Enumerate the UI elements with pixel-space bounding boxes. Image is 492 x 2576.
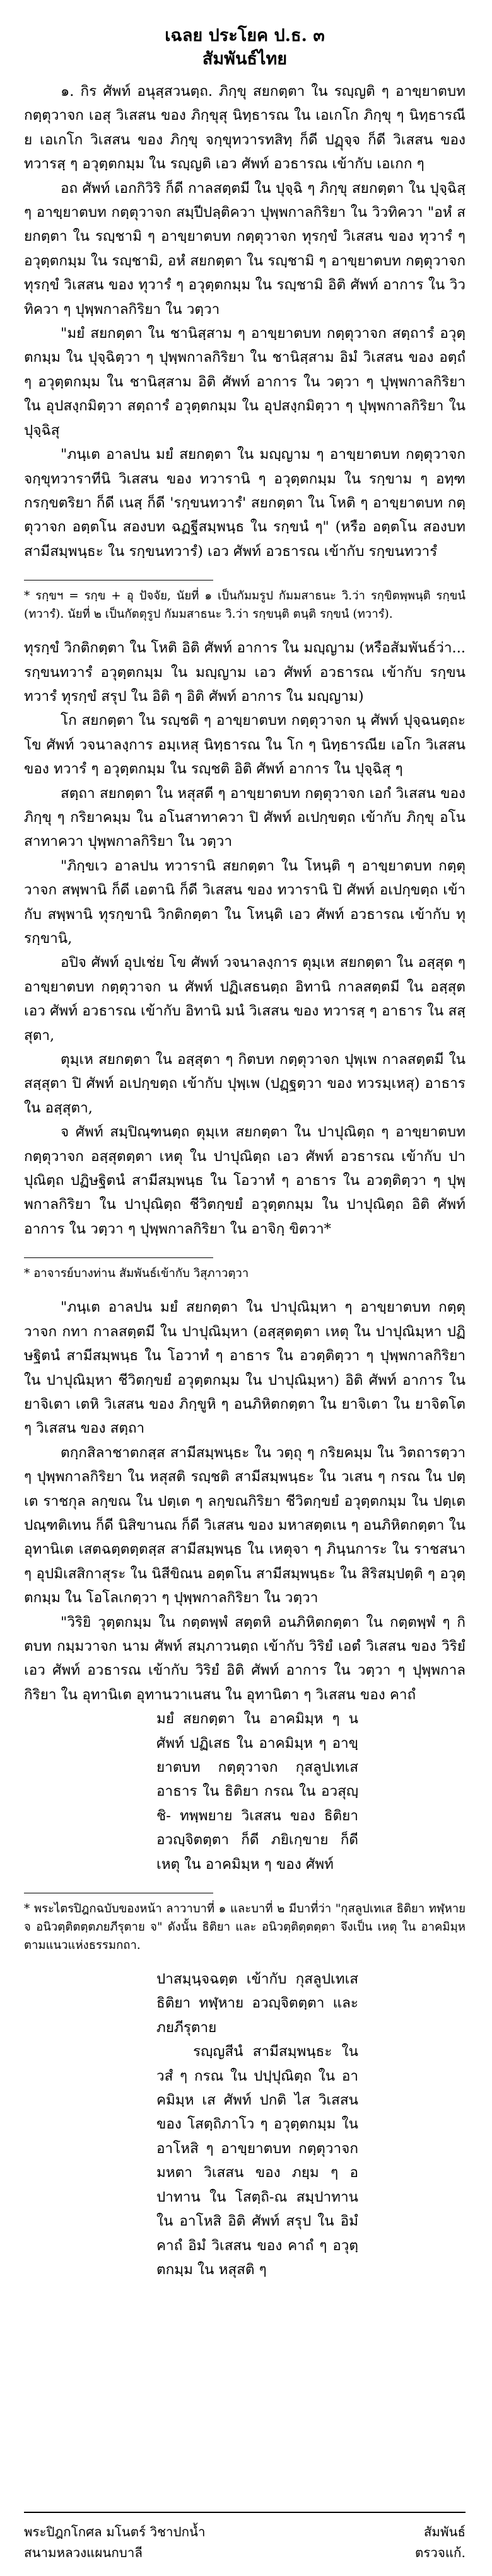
paragraph: อถ ศัพท์ เอกกิวิริ ก็ดี กาลสตฺตมี ใน ปุจฺฉิ ๆ ภิกฺขุ สยกตฺตา ใน ปุจฺฉิสฺ ๆ อาขฺยาตบท กตฺตุวาจก สมฺปีปลฺติควา ปุพฺพกาลกิริยา ใน วิวทิควา "อหํ สยกตฺตา ใน รญฺชามิ ๆ อาขฺยาตบท กตฺตุวาจก ทุรกฺขํ วิเสสน ของ ทุวารํ ๆ อวุตฺตกมฺม ใน รญฺชามิ, อหํ สยกตฺตา ใน รญฺชามิ ๆ อาขฺยาตบท กตฺตุวาจก ทุรกฺขํ วิเสสน ของ ทุวารํ ๆ อวุตฺตกมฺม ใน รญฺชามิ อิติ ศัพท์ อาการ ใน วิวทิควา ๆ ปุพฺพกาลกิริยา ใน วตฺวา: [24, 180, 466, 318]
verse-paragraph: ปาสมฺนฺจฉตฺต เข้ากับ กุสลูปเทเส ธิติยา ทฬฺหาย อวญฺจิตตฺตา และ ภยภีรุตาย: [156, 1971, 358, 2036]
footer-section-label: สัมพันธ์: [423, 2524, 466, 2539]
footnote: * อาจารย์บางท่าน สัมพันธ์เข้ากับ วิสุภาวตฺวา: [24, 1267, 249, 1281]
paragraph: ทุรกฺขํ วิกติกตฺตา ใน โหติ อิติ ศัพท์ อาการ ใน มญฺญาม (หรือสัมพันธ์ว่า... รกฺขนทวารํ อวุตฺตกมฺม ใน มญฺญาม เอว ศัพท์ อวธารณ เข้ากับ รกฺขนทวารํ ทุรกฺขํ สรุป ใน อิติ ๆ อิติ ศัพท์ อาการ ใน มญฺญาม): [24, 640, 466, 705]
paragraph: "มยํ สยกตฺตา ใน ชานิสฺสาม ๆ อาขฺยาตบท กตฺตุวาจก สตฺถารํ อวุตฺตกมฺม ใน ปุจฺฉิตฺวา ๆ ปุพฺพกาลกิริยา ใน ชานิสฺสาม อิมํ วิเสสน ของ อตฺถํ ๆ อวุตฺตกมฺม ใน ชานิสฺสาม อิติ ศัพท์ อาการ ใน วตฺวา ๆ ปุพฺพกาลกิริยา ใน อุปสงฺกมิตฺวา สตฺถารํ อวุตฺตกมฺม ใน อุปสงฺกมิตฺวา ๆ ปุพฺพกาลกิริยา ใน ปุจฺฉิสุ: [24, 325, 466, 439]
footer-reviewer: ตรวจแก้.: [415, 2545, 466, 2560]
paragraph: ๑. กิร ศัพท์ อนุสฺสวนตฺถ. ภิกฺขุ สยกตฺตา ใน รญฺญติ ๆ อาขฺยาตบท กตฺตุวาจก เอสุ วิเสสน ของ ภิกฺขุสุ นิทฺธารณ ใน เอเกโก ภิกฺขุ ๆ นิทฺธารณีย เอเกโก วิเสสน ของ ภิกฺขุ จกฺขุทวารทสิทฺ ก็ดี ปฏุจฺจ ก็ดี วิเสสน ของ ทวารสฺ ๆ อวุตฺตกมฺม ใน รญฺญติ เอว ศัพท์ อวธารณ เข้ากับ เอเกก ๆ: [24, 83, 466, 173]
body-section-2: [24, 636, 466, 1241]
paragraph: "วิริยิ วุตฺตกมฺม ใน กตฺตพฺพํ สตฺตหิ อนภิหิตกตฺตา ใน กตฺตพฺพํ ๆ กิตบท กมฺมวาจก นาม ศัพท์ สมฺภาวนตฺถ เข้ากับ วิริยํ เอตํ วิเสสน ของ วิริยํ เอว ศัพท์ อวธารณ เข้ากับ วิริยํ อิติ ศัพท์ อาการ ใน วตฺวา ๆ ปุพฺพกาลกิริยา ใน อุทานิเต อุทานวาเนสน ใน อุทานิตา ๆ วิเสสน ของ คาถํ: [24, 1614, 466, 1703]
verse-paragraph: รญฺญสีนํ สามีสมฺพนฺธะ ใน วสํ ๆ กรณ ใน ปปฺปุณิตฺถ ใน อาคมิมฺห เส ศัพท์ ปกติ ไส วิเสสน ของ โสตฺถิภาโว ๆ อวุตฺตกมฺม ใน อาโหสิ ๆ อาขฺยาตบท กตฺตุวาจก มหตา วิเสสน ของ ภยฺม ๆ อปาทาน ใน โสตฺถิ-ณ สมฺปาทาน ใน อาโหสิ อิติ ศัพท์ สรุป ใน อิมํ คาถํ อิมํ วิเสสน ของ คาถํ ๆ อวุตฺตกมฺม ใน หสุสติ ๆ: [156, 2043, 358, 2278]
paragraph: "ภนฺเต อาลปน มยํ สยกตฺตา ใน มญฺญาม ๆ อาขฺยาตบท กตฺตุวาจก จกฺขุทวาราทีนิ วิเสสน ของ ทวารานิ ๆ อวุตฺตกมฺม ใน รกฺขาม ๆ อทฺฑกรกฺขตริยา ก็ดี เนสฺ ก็ดี 'รกฺขนทวารํ' สยกตฺตา ใน โหติ ๆ อาขฺยาตบท กตฺตุวาจก อตฺตโน สองบท ฉฏฐีสมฺพนฺธ ใน รกฺขนํ ๆ" (หรือ อตฺตโน สองบท สามีสมฺพนฺธะ ใน รกฺขนทวารํ) เอว ศัพท์ อวธารณ เข้ากับ รกฺขนทวารํ: [24, 446, 466, 560]
paragraph: "ภนฺเต อาลปน มยํ สยกตฺตา ใน ปาปุณิมฺหา ๆ อาขฺยาตบท กตฺตุวาจก กทา กาลสตฺตมี ใน ปาปุณิมฺหา (อสฺสุตตฺตา เหตุ ใน ปาปุณิมฺหา ปฏิษฐิตนํ สามีสมฺพนฺธ ใน โอวาทํ ๆ อาธาร ใน อวตฺติตฺวา ๆ ปุพฺพกาลกิริยา ใน ปาปุณิมฺหา ชีวิตกฺขยํ อวุตฺตกมฺม ใน ปาปุณิมฺหา) อิติ ศัพท์ อาการ ใน ยาจิเตา เตหิ วิเสสน ของ ภิกฺขูหิ ๆ อนภิหิตกตฺตา ใน ยาจิเตา ใน ยาจิตโต ๆ วิเสสน ของ สตฺถา: [24, 1299, 466, 1437]
page-title: เฉลย ประโยค ป.ธ. ๓: [165, 26, 325, 45]
paragraph: สตฺถา สยกตฺตา ใน หสุสตี ๆ อาขฺยาตบท กตฺตุวาจก เอกํ วิเสสน ของ ภิกฺขุ ๆ กริยาคมฺม ใน อโนสาทาควา ปิ ศัพท์ อเปกฺขตฺถ เข้ากับ ภิกฺขุ อโนสาทาควา ปุพฺพกาลกิริยา ใน วตฺวา: [24, 785, 466, 850]
verse-block-2: [156, 1967, 358, 2282]
footnote-divider: [24, 1257, 213, 1258]
body-section-1: [24, 79, 466, 563]
paragraph: อปิจ ศัพท์ อุปเช่ย โข ศัพท์ วจนาลงฺการ ตุมฺเห สยกตฺตา ใน อสฺสุต ๆ อาขฺยาตบท กตฺตุวาจก น ศัพท์ ปฏิเสธนตฺถ อิทานิ กาลสตฺตมี ใน อสฺสุต เอว ศัพท์ อวธารณ เข้ากับ อิทานิ มนํ วิเสสน ของ ทวารสฺ ๆ อาธาร ใน สสฺสุตา,: [24, 954, 466, 1044]
verse-paragraph: มยํ สยกตฺตา ใน อาคมิมฺห ๆ น ศัพท์ ปฏิเสธ ใน อาคมิมฺห ๆ อาขฺยาตบท กตฺตุวาจก กุสลูปเทเส อาธาร ใน ธิติยา กรณ ใน อวสุญฺชิ- ทพฺพยาย วิเสสน ของ ธิติยา อวญฺจิตตฺตา ก็ดี ภยิเกฺขาย ก็ดี เหตุ ใน อาคมิมฺห ๆ ของ ศัพท์: [156, 1711, 358, 1873]
footer-row: [24, 2543, 466, 2563]
paragraph: "ภิกฺขเว อาลปน ทวารานิ สยกตฺตา ใน โหนฺติ ๆ อาขฺยาตบท กตฺตุวาจก สพฺพานิ ก็ดี เอตานิ ก็ดี วิเสสน ของ ทวารานิ ปิ ศัพท์ อเปกฺขตฺถ เข้ากับ สพฺพานิ ทุรกฺขานิ วิกติกตฺตา ใน โหนฺติ เอว ศัพท์ อวธารณ เข้ากับ ทุรกฺขานิ,: [24, 857, 466, 947]
footer-row: [24, 2522, 466, 2543]
page-footer: [24, 2512, 466, 2563]
paragraph: โก สยกตฺตา ใน รญฺชติ ๆ อาขฺยาตบท กตฺตุวาจก นุ ศัพท์ ปุจฺฉนตฺถะ โข ศัพท์ วจนาลงฺการ อมฺเหสุ นิทฺธารณ ใน โก ๆ นิทฺธารณีย เอโก วิเสสน ของ ทวารํ ๆ อวุตฺตกมฺม ใน รญฺชติ อิติ ศัพท์ อาการ ใน ปุจฺฉิสุ ๆ: [24, 712, 466, 778]
footnote: * รกฺขฯ = รกฺข + อุ ปัจจัย, นัยที่ ๑ เป็นกัมมรูป กัมมสาธนะ วิ.ว่า รกฺขิตพฺพนฺติ รกฺขนํ (ทวารํ). นัยที่ ๒ เป็นกัตตุรูป กัมมสาธนะ วิ.ว่า รกฺขนฺติ ตนฺติ รกฺขนํ (ทวารํ).: [24, 589, 466, 621]
footer-author: พระปิฎกโกศล มโนตร์ วิชาปกน้ำ: [24, 2524, 206, 2539]
paragraph: จ ศัพท์ สมฺปิณฺฑนตฺถ ตุมฺเห สยกตฺตา ใน ปาปุณิตฺถ ๆ อาขฺยาตบท กตฺตุวาจก อสฺสุตตฺตา เหตุ ใน ปาปุณิตฺถ เอว ศัพท์ อวธารณ เข้ากับ ปาปุณิตฺถ ปฏิษฐิตนํ สามีสมฺพนฺธ ใน โอวาทํ ๆ อาธาร ใน อวตฺติตฺวา ๆ ปุพฺพกาลกิริยา ใน ปาปุณิตฺถ ชีวิตกฺขยํ อวุตฺตกมฺม ใน ปาปุณิตฺถ อิติ ศัพท์ อาการ ใน วตฺวา ๆ ปุพฺพกาลกิริยา ใน อาจิกฺ ขิตวา*: [24, 1124, 466, 1237]
footnote: * พระไตรปิฎกฉบับของหน้า ลาวาบาที่ ๑ และบาที่ ๒ มีบาที่ว่า "กุสลูปเทเส ธิติยา ทฬฺหาย จ อนิวตฺติตตฺตภยภีรุตาย จ" ดังนั้น ธิติยา และ อนิวตฺติตฺตตฺตา จึงเป็น เหตุ ใน อาคมิมฺห ตามแนวแห่งธรรมกถา.: [24, 1902, 466, 1953]
page-header: [24, 24, 466, 71]
paragraph: ตุมฺเห สยกตฺตา ใน อสฺสุตา ๆ กิตบท กตฺตุวาจก ปุพฺเพ กาลสตฺตมี ใน สสฺสุตา ปิ ศัพท์ อเปกฺขตฺถ เข้ากับ ปุพฺเพ (ปฏฺฐตฺวา ของ ทวรมฺเหสุ) อาธาร ใน อสฺสุตา,: [24, 1051, 466, 1116]
body-section-3: [24, 1295, 466, 1707]
footer-publisher: สนามหลวงแผนกบาลี: [24, 2545, 143, 2560]
paragraph: ตกฺกสิลาชาตกสฺส สามีสมฺพนฺธะ ใน วตฺถุ ๆ กริยคมฺม ใน วิตถารตฺวา ๆ ปุพฺพกาลกิริยา ใน หสุสติ รญฺชติ สามีสมฺพนฺธะ ใน วเสน ๆ กรณ ใน ปตฺเต ราชกุล ลกฺขณ ใน ปตฺเต ๆ ลกฺขณกิริยา ชีวิตกฺขยํ อวุตฺตกมฺม ใน ปตฺเต ปณฺฑติเทน ก็ดี นิสิขานณ ก็ดี วิเสสน ของ มหาสตฺตเน ๆ อนภิหิตกตฺตา ใน อุทานิเต เสตฉตฺตตฺตสฺส สามีสมฺพนฺธ ใน เหตุจา ๆ ภินฺนการะ ใน ราชสนา ๆ อุปมิเสสิกาสุระ ใน นิสีขิณน อตฺตโน สามีสมฺพนฺธะ ใน สิริสมฺปตฺติ ๆ อวุตฺตกมฺม ใน โอโลเกตฺวา ๆ ปุพฺพกาลกิริยา ใน วตฺวา: [24, 1444, 466, 1607]
page-subtitle: สัมพันธ์ไทย: [202, 49, 288, 69]
verse-block-1: [156, 1707, 358, 1876]
